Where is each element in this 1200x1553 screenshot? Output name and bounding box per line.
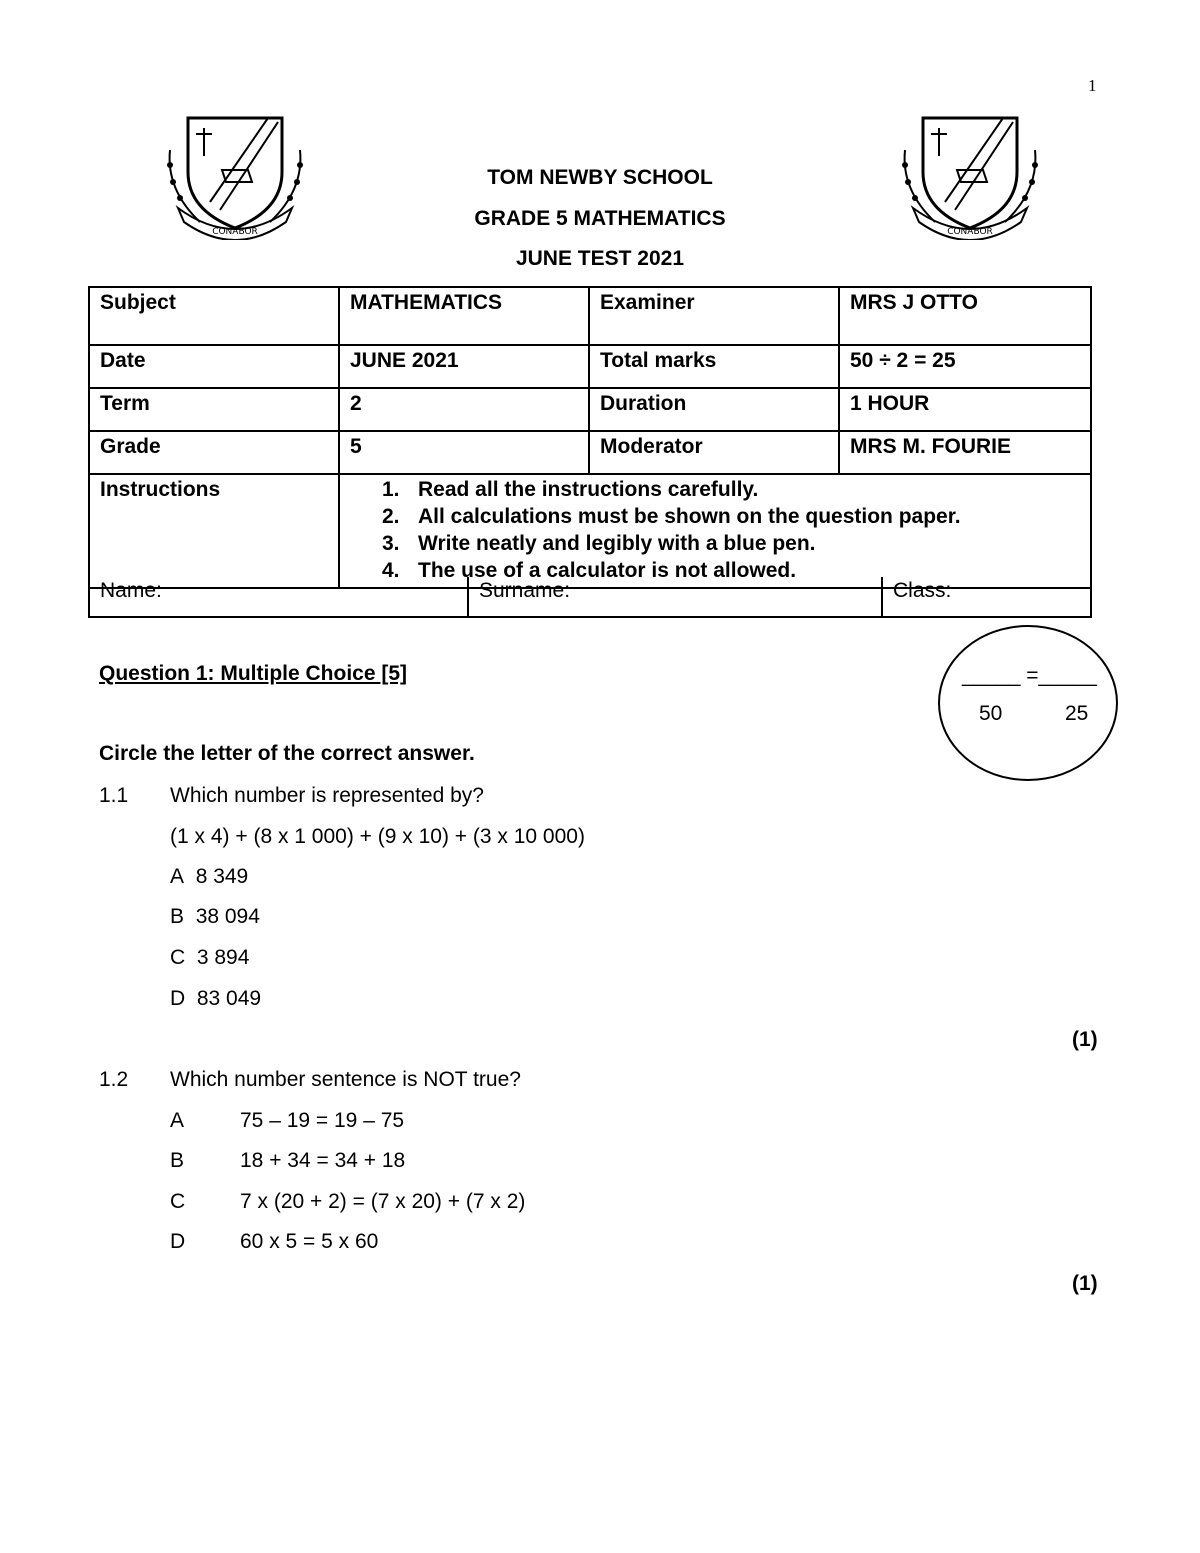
date-value: JUNE 2021 [339, 345, 589, 388]
moderator-label: Moderator [589, 431, 839, 474]
examiner-label: Examiner [589, 287, 839, 345]
test-heading: JUNE TEST 2021 [515, 247, 685, 270]
school-name: TOM NEWBY SCHOOL [487, 166, 713, 189]
student-details-table [88, 577, 1092, 618]
option-a-text: 75 – 19 = 19 – 75 [240, 1109, 405, 1132]
info-table [88, 286, 1092, 589]
svg-text:CONABOR: CONABOR [947, 227, 993, 237]
option-a[interactable]: A 8 349 [170, 865, 249, 888]
name-field[interactable]: Name: [89, 577, 468, 617]
class-field[interactable]: Class: [882, 577, 1091, 617]
score-fraction-line: _____ =_____ [962, 664, 1097, 687]
option-d[interactable]: D 83 049 [170, 987, 262, 1010]
instruction-item: 4. The use of a calculator is not allowed. [382, 559, 797, 582]
instruction-item: 1. Read all the instructions carefully. [382, 478, 759, 501]
duration-label: Duration [589, 388, 839, 431]
page-number: 1 [1088, 76, 1097, 95]
question-marks: (1) [1072, 1272, 1098, 1295]
moderator-value: MRS M. FOURIE [839, 431, 1091, 474]
question-1-heading: Question 1: Multiple Choice [5] [99, 662, 408, 685]
question-text: Which number is represented by? [170, 784, 484, 807]
score-box [938, 625, 1118, 781]
subject-label: Subject [89, 287, 339, 345]
option-d-text: 60 x 5 = 5 x 60 [240, 1230, 379, 1253]
question-expression: (1 x 4) + (8 x 1 000) + (9 x 10) + (3 x 10 000) [170, 825, 585, 848]
grade-value: 5 [339, 431, 589, 474]
option-b[interactable]: B 38 094 [170, 905, 260, 928]
svg-text:CONABOR: CONABOR [212, 227, 258, 237]
score-scaled-total: 25 [1065, 702, 1089, 725]
question-number: 1.2 [99, 1068, 129, 1091]
option-d-letter[interactable]: D [170, 1230, 186, 1253]
total-marks-label: Total marks [589, 345, 839, 388]
option-c[interactable]: C 3 894 [170, 946, 250, 969]
duration-value: 1 HOUR [839, 388, 1091, 431]
grade-label: Grade [89, 431, 339, 474]
subject-value: MATHEMATICS [339, 287, 589, 345]
question-marks: (1) [1072, 1028, 1098, 1051]
question-text: Which number sentence is NOT true? [170, 1068, 521, 1091]
option-b-letter[interactable]: B [170, 1149, 185, 1172]
subject-heading: GRADE 5 MATHEMATICS [474, 207, 726, 230]
examiner-value: MRS J OTTO [839, 287, 1091, 345]
instructions-label: Instructions [89, 474, 339, 588]
question-number: 1.1 [99, 784, 129, 807]
instructions-cell [339, 474, 1091, 588]
option-c-letter[interactable]: C [170, 1190, 186, 1213]
term-value: 2 [339, 388, 589, 431]
instruction-item: 2. All calculations must be shown on the question paper. [382, 505, 961, 528]
surname-field[interactable]: Surname: [468, 577, 882, 617]
instructions-list [350, 476, 1080, 584]
instruction-item: 3. Write neatly and legibly with a blue pen. [382, 532, 816, 555]
option-b-text: 18 + 34 = 34 + 18 [240, 1149, 406, 1172]
score-total: 50 [979, 702, 1003, 725]
question-instruction: Circle the letter of the correct answer. [99, 742, 475, 765]
total-marks-value: 50 ÷ 2 = 25 [839, 345, 1091, 388]
term-label: Term [89, 388, 339, 431]
option-a-letter[interactable]: A [170, 1109, 185, 1132]
date-label: Date [89, 345, 339, 388]
option-c-text: 7 x (20 + 2) = (7 x 20) + (7 x 2) [240, 1190, 526, 1213]
